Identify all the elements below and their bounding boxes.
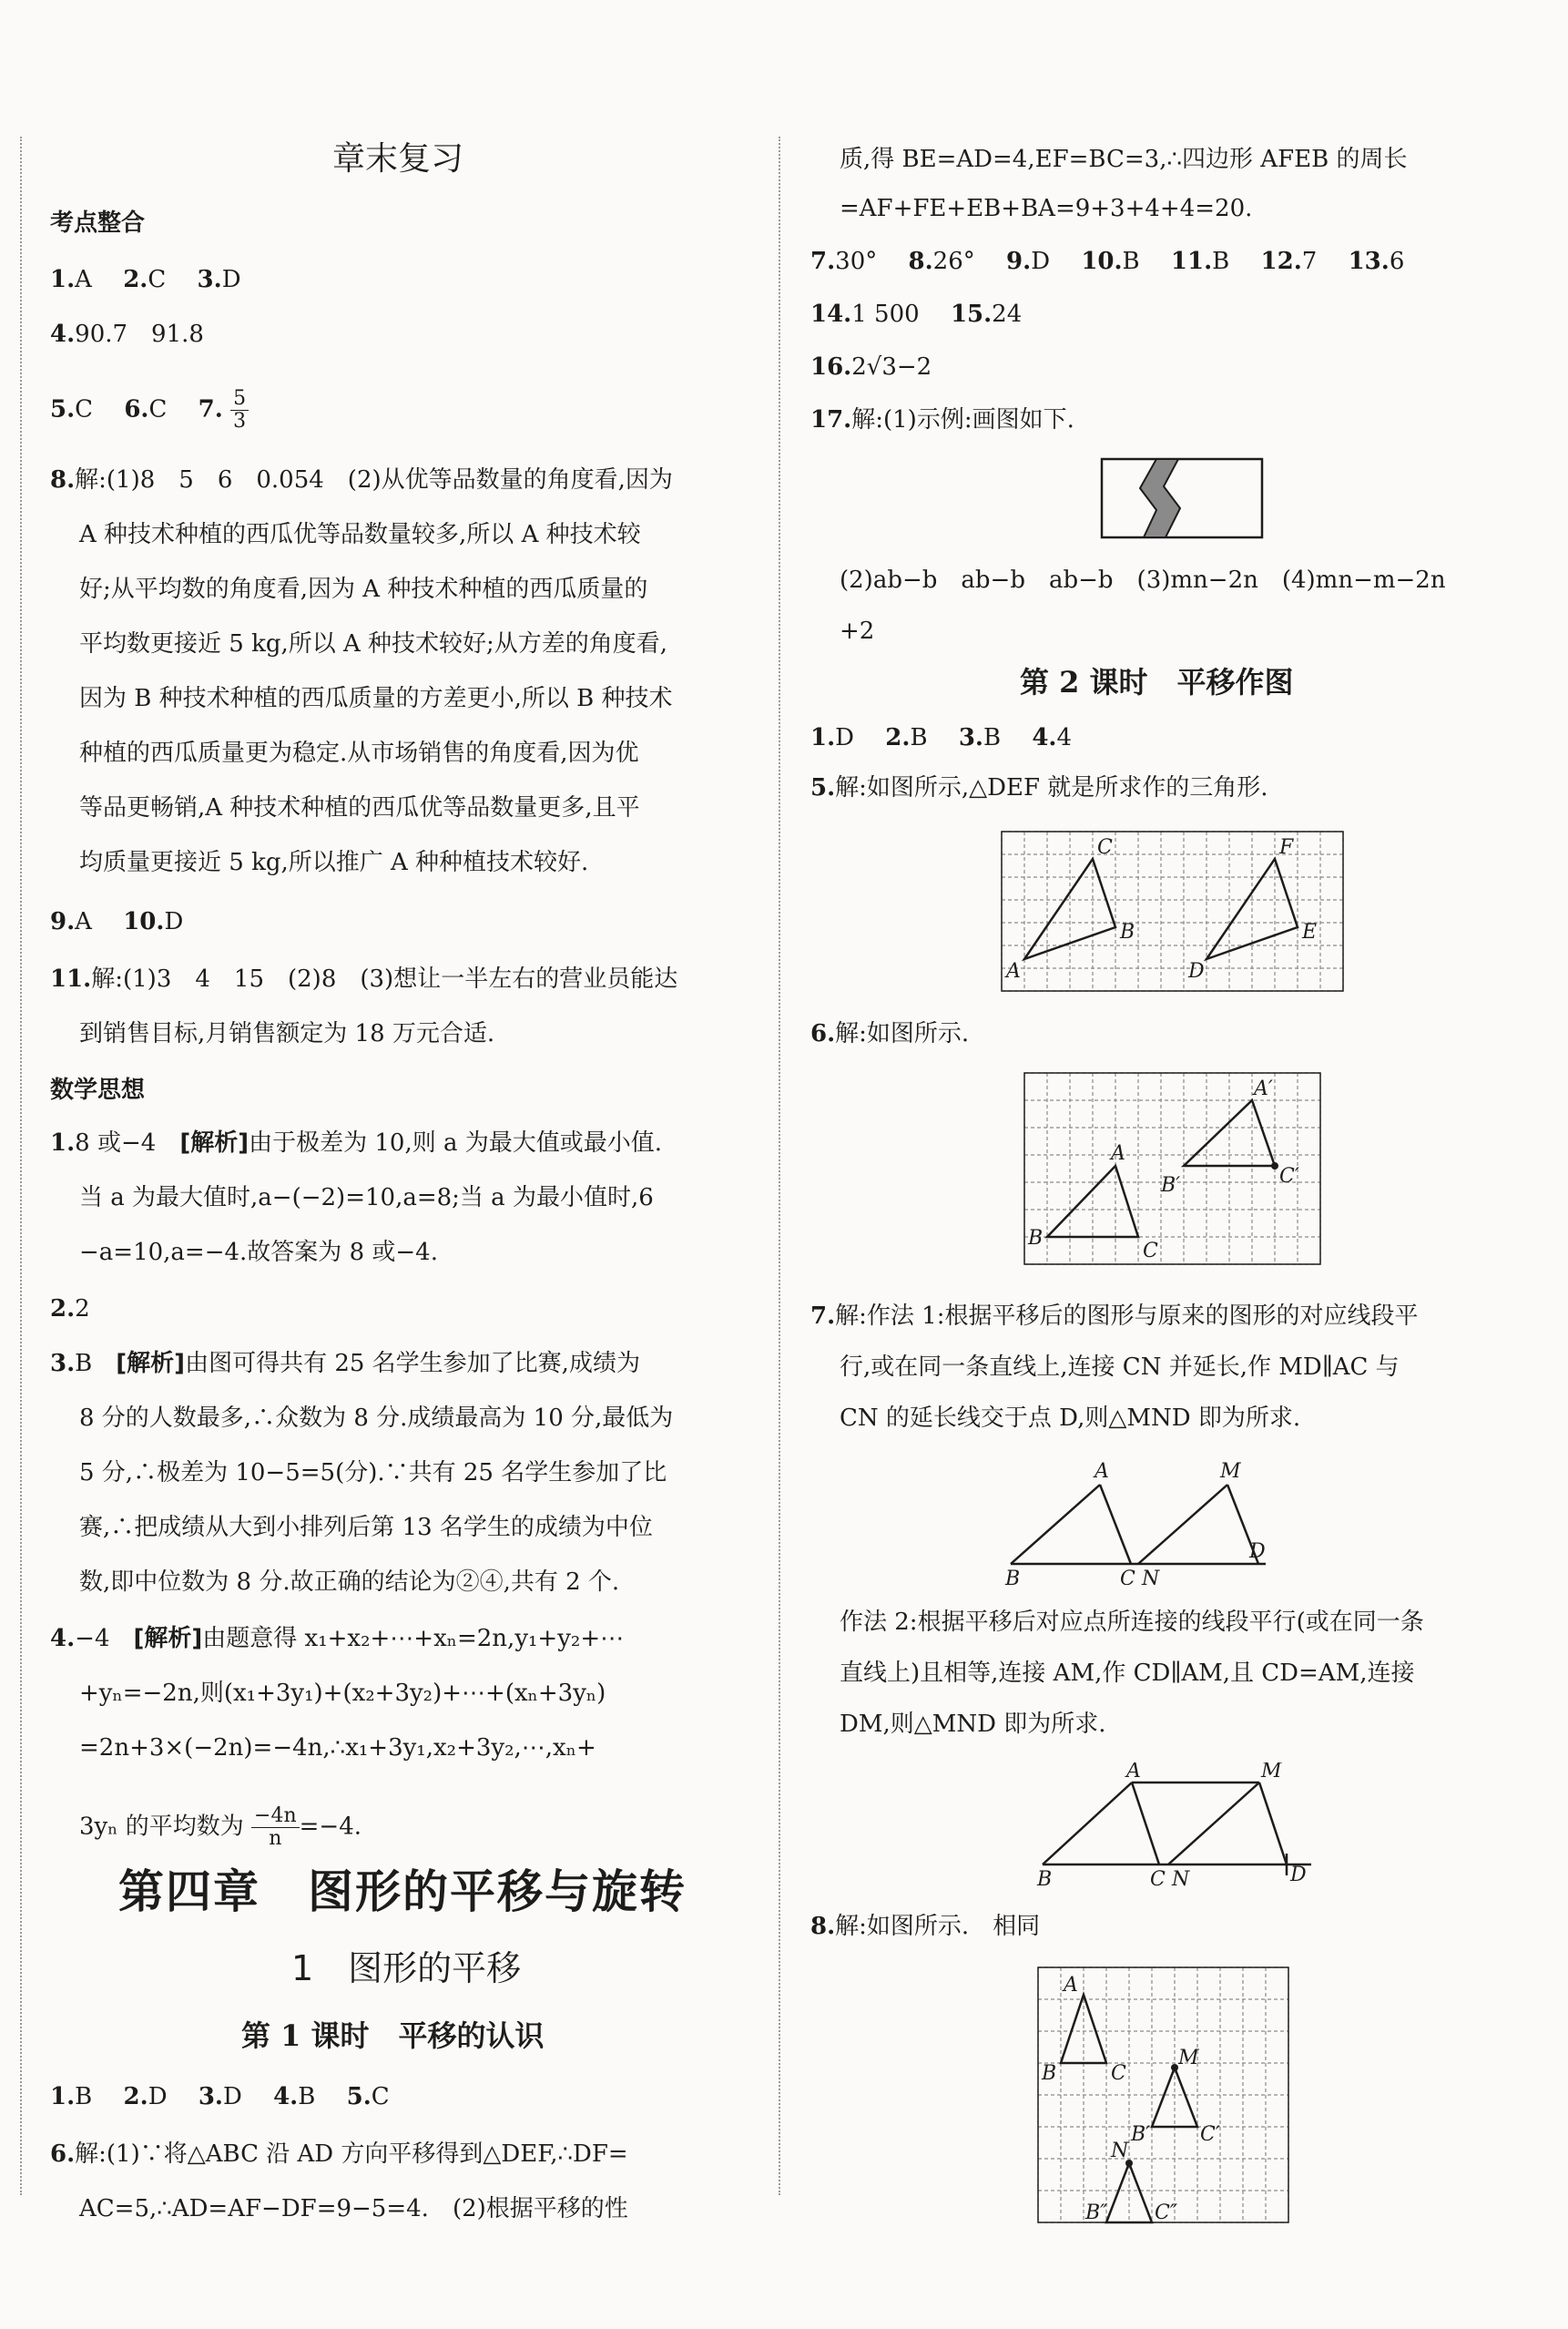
fig6-label-c-prime: C′ <box>1279 1165 1299 1188</box>
fraction-neg4n-n: $\frac{-4n}{n}$ <box>251 1805 300 1850</box>
fig7b-label-b: B <box>1037 1868 1053 1890</box>
fig8-label-m: M <box>1178 2047 1199 2069</box>
fig8-label-c-double-prime: C″ <box>1155 2201 1178 2224</box>
answers-7-13: 7.30° 8.26° 9.D 10.B 11.B 12.7 13.6 <box>810 248 1405 275</box>
fig5-label-f: F <box>1279 836 1294 859</box>
p7b-line-1: 作法 2:根据平移后对应点所连接的线段平行(或在同一条 <box>840 1609 1424 1636</box>
figure-7-method-2 <box>1024 1762 1325 1890</box>
fig6-label-a: A <box>1111 1142 1125 1165</box>
fig5-label-d: D <box>1188 960 1205 983</box>
m1-line-1: 1.8 或−4 [解析]由于极差为 10,则 a 为最大值或最小值. <box>50 1129 663 1157</box>
kaodian-heading: 考点整合 <box>50 209 146 237</box>
q17-line-1: 17.解:(1)示例:画图如下. <box>810 406 1074 434</box>
p6-text: 6.解:如图所示. <box>810 1020 970 1047</box>
fig5-label-c: C <box>1097 836 1113 859</box>
fig6-label-c: C <box>1143 1240 1158 1262</box>
figure-5-grid <box>993 824 1357 997</box>
fig6-label-b: B <box>1028 1227 1044 1250</box>
fig8-label-c-prime: C′ <box>1200 2123 1220 2146</box>
answer-line-5-7: 5.C 6.C 7. $\frac{5}{3}$ <box>50 388 249 433</box>
answers-14-15: 14.1 500 15.24 <box>810 301 1023 328</box>
q8-line-7: 等品更畅销,A 种技术种植的西瓜优等品数量更多,且平 <box>79 794 640 822</box>
answer-16: 16.2√3−2 <box>810 353 932 381</box>
m4-line-2: +yₙ=−2n,则(x₁+3y₁)+(x₂+3y₂)+⋯+(xₙ+3yₙ) <box>79 1680 606 1707</box>
fig5-label-e: E <box>1302 921 1318 944</box>
p7b-line-2: 直线上)且相等,连接 AM,作 CD∥AM,且 CD=AM,连接 <box>840 1660 1415 1687</box>
section-title: 章末复习 <box>332 140 464 178</box>
answer-4: 4.90.7 91.8 <box>50 321 204 348</box>
fig5-label-b: B <box>1120 921 1135 944</box>
fig8-label-a: A <box>1064 1974 1078 1997</box>
q11-line-1: 11.解:(1)3 4 15 (2)8 (3)想让一半左右的营业员能达 <box>50 965 678 993</box>
fig6-label-a-prime: A′ <box>1254 1078 1273 1100</box>
answer-line-1-3: 1.A 2.C 3.D <box>50 266 241 293</box>
p7-line-2: 行,或在同一条直线上,连接 CN 并延长,作 MD∥AC 与 <box>840 1353 1400 1381</box>
m3-line-3: 5 分,∴极差为 10−5=5(分).∵共有 25 名学生参加了比 <box>79 1459 667 1486</box>
p7-line-1: 7.解:作法 1:根据平移后的图形与原来的图形的对应线段平 <box>810 1302 1419 1330</box>
fig8-label-b-prime: B′ <box>1131 2123 1151 2146</box>
fig7b-label-c: C <box>1150 1868 1166 1890</box>
m4-line-4: 3yₙ 的平均数为 $\frac{-4n}{n}$ =−4. <box>79 1804 362 1850</box>
fig7a-label-c: C <box>1120 1568 1135 1585</box>
lesson2-answers: 1.D 2.B 3.B 4.4 <box>810 724 1073 751</box>
fig7b-label-m: M <box>1261 1762 1282 1783</box>
fig7a-label-b: B <box>1005 1568 1021 1585</box>
figure-7-method-1 <box>993 1457 1284 1585</box>
lesson-2-heading: 第 2 课时 平移作图 <box>1020 665 1294 700</box>
chapter-title: 第四章 图形的平移与旋转 <box>118 1865 687 1918</box>
q8-line-8: 均质量更接近 5 kg,所以推广 A 种种植技术较好. <box>79 849 589 876</box>
fig7a-label-n: N <box>1142 1568 1160 1585</box>
m2: 2.2 <box>50 1295 90 1323</box>
fig6-label-b-prime: B′ <box>1161 1174 1181 1197</box>
fig7a-label-m: M <box>1220 1460 1241 1483</box>
figure-17-rectangle <box>1100 455 1266 543</box>
q17-line-2: (2)ab−b ab−b ab−b (3)mn−2n (4)mn−m−2n <box>840 567 1446 594</box>
fig7b-label-a: A <box>1126 1762 1141 1783</box>
q17-line-3: +2 <box>840 618 875 645</box>
q8-line-3: 好;从平均数的角度看,因为 A 种技术种植的西瓜质量的 <box>79 576 648 603</box>
m4-line-1: 4.−4 [解析]由题意得 x₁+x₂+⋯+xₙ=2n,y₁+y₂+⋯ <box>50 1625 625 1652</box>
q8-line-1: 8.解:(1)8 5 6 0.054 (2)从优等品数量的角度看,因为 <box>50 466 673 494</box>
q8-line-6: 种植的西瓜质量更为稳定.从市场销售的角度看,因为优 <box>79 740 639 767</box>
column-divider <box>779 137 780 2195</box>
left-margin-line <box>20 137 22 2195</box>
figure-6-grid <box>1015 1066 1334 1271</box>
m3-line-4: 赛,∴把成绩从大到小排列后第 13 名学生的成绩为中位 <box>79 1514 653 1541</box>
m1-line-2: 当 a 为最大值时,a−(−2)=10,a=8;当 a 为最小值时,6 <box>79 1184 654 1211</box>
fig8-label-b: B <box>1042 2062 1057 2085</box>
q11-line-2: 到销售目标,月销售额定为 18 万元合适. <box>79 1020 495 1047</box>
p7-line-3: CN 的延长线交于点 D,则△MND 即为所求. <box>840 1405 1301 1432</box>
m3-line-5: 数,即中位数为 8 分.故正确的结论为②④,共有 2 个. <box>79 1568 620 1596</box>
fig7b-label-n: N <box>1172 1868 1190 1890</box>
answer-9-10: 9.A 10.D <box>50 908 184 935</box>
fig7a-label-a: A <box>1095 1460 1109 1483</box>
q6-cont-line-2: =AF+FE+EB+BA=9+3+4+4=20. <box>840 195 1253 222</box>
m1-line-3: −a=10,a=−4.故答案为 8 或−4. <box>79 1239 438 1266</box>
p5-text: 5.解:如图所示,△DEF 就是所求作的三角形. <box>810 774 1268 802</box>
shuxue-heading: 数学思想 <box>50 1077 146 1104</box>
p8-text: 8.解:如图所示. 相同 <box>810 1913 1041 1940</box>
m3-line-1: 3.B [解析]由图可得共有 25 名学生参加了比赛,成绩为 <box>50 1350 640 1377</box>
m3-line-2: 8 分的人数最多,∴众数为 8 分.成绩最高为 10 分,最低为 <box>79 1405 674 1432</box>
m4-line-3: =2n+3×(−2n)=−4n,∴x₁+3y₁,x₂+3y₂,⋯,xₙ+ <box>79 1734 596 1762</box>
l1-q6-line-2: AC=5,∴AD=AF−DF=9−5=4. (2)根据平移的性 <box>79 2195 628 2222</box>
lesson1-answers: 1.B 2.D 3.D 4.B 5.C <box>50 2083 390 2110</box>
fig8-label-b-double-prime: B″ <box>1085 2201 1108 2224</box>
q6-cont-line-1: 质,得 BE=AD=4,EF=BC=3,∴四边形 AFEB 的周长 <box>840 146 1408 173</box>
fig7b-label-d: D <box>1290 1864 1307 1886</box>
fig7a-label-d: D <box>1249 1540 1266 1563</box>
q8-line-2: A 种技术种植的西瓜优等品数量较多,所以 A 种技术较 <box>79 521 641 548</box>
q8-line-5: 因为 B 种技术种植的西瓜质量的方差更小,所以 B 种技术 <box>79 685 673 712</box>
lesson-1-heading: 第 1 课时 平移的认识 <box>241 2018 545 2053</box>
section-heading: 1 图形的平移 <box>291 1948 522 1988</box>
l1-q6-line-1: 6.解:(1)∵将△ABC 沿 AD 方向平移得到△DEF,∴DF= <box>50 2140 628 2168</box>
fraction-5-3: $\frac{5}{3}$ <box>230 388 249 433</box>
p7b-line-3: DM,则△MND 即为所求. <box>840 1711 1106 1738</box>
fig8-label-c: C <box>1111 2062 1126 2085</box>
fig8-label-n: N <box>1111 2140 1129 2162</box>
figure-8-grid <box>1029 1958 1302 2232</box>
q8-line-4: 平均数更接近 5 kg,所以 A 种技术较好;从方差的角度看, <box>79 630 668 658</box>
fig5-label-a: A <box>1006 960 1021 983</box>
